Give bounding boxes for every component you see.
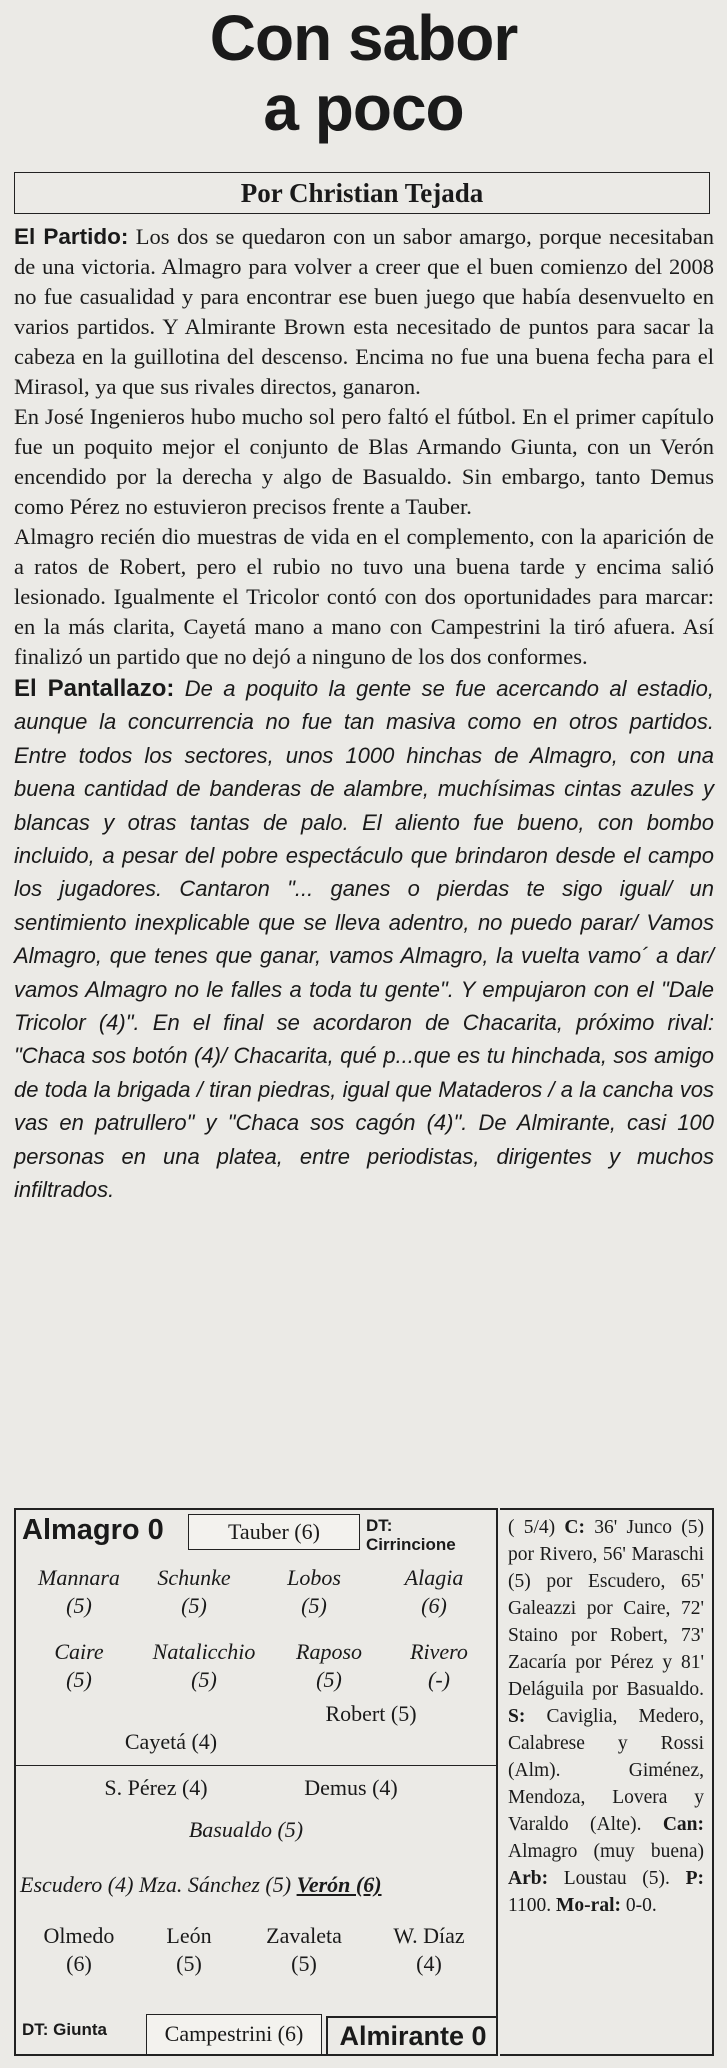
partido-label: El Partido: (14, 224, 129, 249)
player-a-def-3: Lobos (5) (287, 1565, 341, 1618)
partido-paragraph-1 (14, 222, 714, 402)
player-b-def-3: Zavaleta (5) (266, 1923, 342, 1976)
article-body (14, 222, 714, 1207)
headline-line-1: Con sabor (209, 2, 518, 74)
halftime-label: Mo-ral: (556, 1895, 621, 1916)
player-veron: Verón (6) (296, 1872, 382, 1897)
attendance-label: P: (685, 1868, 705, 1889)
field-text: Almagro (muy buena) (508, 1841, 704, 1862)
player-a-mid-4: Rivero (-) (410, 1639, 468, 1692)
goalkeeper-b: Campestrini (6) (146, 2014, 322, 2054)
player-b-def-2: León (5) (166, 1923, 212, 1976)
player-cayeta: Cayetá (4) (124, 1729, 218, 1754)
byline: Por Christian Tejada (14, 172, 710, 214)
headline-line-2: a poco (263, 72, 464, 144)
subs-label: S: (508, 1706, 526, 1727)
player-a-mid-1: Caire (5) (54, 1639, 104, 1692)
coach-a-label: DT: (366, 1516, 393, 1535)
player-robert: Robert (5) (325, 1701, 417, 1726)
notes-score: ( 5/4) (508, 1517, 565, 1538)
player-a-def-4: Alagia (6) (404, 1565, 464, 1618)
pantallazo-paragraph (14, 672, 714, 1207)
referee-text: Loustau (5). (548, 1868, 670, 1889)
attendance-text: 1100. (508, 1895, 552, 1916)
partido-text-1: Los dos se quedaron con un sabor amargo, porque necesitaban de una victoria. Almagro para volver a creer que el buen comienzo del 2008 no fue casualidad y para encontrar ese buen juego que había desenvuelto en varios partidos. Y Almirante Brown esta necesitado de puntos para sacar la cabeza en la guillotina del descenso. Encima no fue una buena fecha para el Mirasol, ya que sus rivales directos, ganaron. (14, 224, 714, 399)
player-a-def-1: Mannara (5) (38, 1565, 120, 1618)
team-a-score: Almagro 0 (22, 1514, 164, 1546)
player-sanchez: Mza. Sánchez (5) (138, 1872, 292, 1897)
subs-text: Caviglia, Medero, Calabrese y Rossi (Alm). Giménez, Mendoza, Lovera y Varaldo (Alte). (508, 1706, 704, 1835)
player-demus: Demus (4) (304, 1775, 398, 1800)
coach-a (366, 1516, 496, 1554)
pantallazo-label: El Pantallazo: (14, 675, 175, 702)
match-notes (500, 1508, 714, 2056)
player-a-mid-2: Natalicchio (5) (152, 1639, 256, 1692)
team-b-score: Almirante 0 (326, 2016, 498, 2054)
midfield-row-b (20, 1872, 382, 1898)
player-basualdo: Basualdo (5) (188, 1817, 304, 1842)
player-escudero: Escudero (4) (20, 1872, 134, 1897)
pantallazo-text: De a poquito la gente se fue acercando al estadio, aunque la concurrencia no fue tan masiva como en otros partidos. Entre todos los sectores, unos 1000 hinchas de Almagro, con una buena cantidad de banderas de alambre, muchísimas cintas azules y blancas y otras tantas de palo. El aliento fue bueno, con bombo incluido, a pesar del pobre espectáculo que brindaron desde el campo los jugadores. Cantaron "... ganes o pierdas te sigo igual/ un sentimiento inexplicable que se lleva adentro, no puedo parar/ Vamos Almagro, que tenes que ganar, vamos Almagro, la vuelta vamo´ a dar/ vamos Almagro no le falles a toda tu gente". Y empujaron con el "Dale Tricolor (4)". En el final se acordaron de Chacarita, próximo rival: "Chaca sos botón (4)/ Chacarita, qué p...que es tu hinchada, sos amigo de toda la brigada / tiran piedras, igual que Mataderos / a la cancha vos vas en patrullero" y "Chaca sos cagón (4)". De Almirante, casi 100 personas en una platea, entre periodistas, dirigentes y muchos infiltrados. (14, 676, 714, 1203)
partido-paragraph-3: Almagro recién dio muestras de vida en el complemento, con la aparición de a ratos de Robert, pero el rubio no tuvo una buena tarde y encima salió lesionado. Igualmente el Tricolor contó con dos oportunidades para marcar: en la más clarita, Cayetá mano a mano con Campestrini la tiró afuera. Así finalizó un partido que no dejó a ninguno de los dos conformes. (14, 524, 714, 669)
player-perez: S. Pérez (4) (104, 1775, 208, 1800)
player-b-def-4: W. Díaz (4) (393, 1923, 465, 1976)
headline (0, 2, 727, 144)
partido-paragraph-2: En José Ingenieros hubo mucho sol pero faltó el fútbol. En el primer capítulo fue un poquito mejor el conjunto de Blas Armando Giunta, con un Verón encendido por la derecha y algo de Basualdo. Sin embargo, tanto Demus como Pérez no estuvieron precisos frente a Tauber. (14, 404, 714, 519)
halftime-text: 0-0. (621, 1895, 657, 1916)
coach-a-name: Cirrincione (366, 1535, 456, 1554)
field-label: Can: (662, 1814, 704, 1835)
lineup-divider (16, 1765, 496, 1766)
referee-label: Arb: (508, 1868, 549, 1889)
coach-b: DT: Giunta (22, 2020, 107, 2039)
lineup-box (14, 1508, 498, 2056)
player-a-def-2: Schunke (5) (157, 1565, 231, 1618)
changes-label: C: (564, 1517, 585, 1538)
player-b-def-1: Olmedo (6) (43, 1923, 115, 1976)
player-a-mid-3: Raposo (5) (296, 1639, 362, 1692)
changes-text: 36' Junco (5) por Rivero, 56' Maraschi (5) por Escudero, 65' Galeazzi por Caire, 72' Staino por Robert, 73' Zacaría por Pérez y 81' Deláguila por Basualdo. (508, 1517, 705, 1700)
goalkeeper-a: Tauber (6) (188, 1514, 360, 1550)
